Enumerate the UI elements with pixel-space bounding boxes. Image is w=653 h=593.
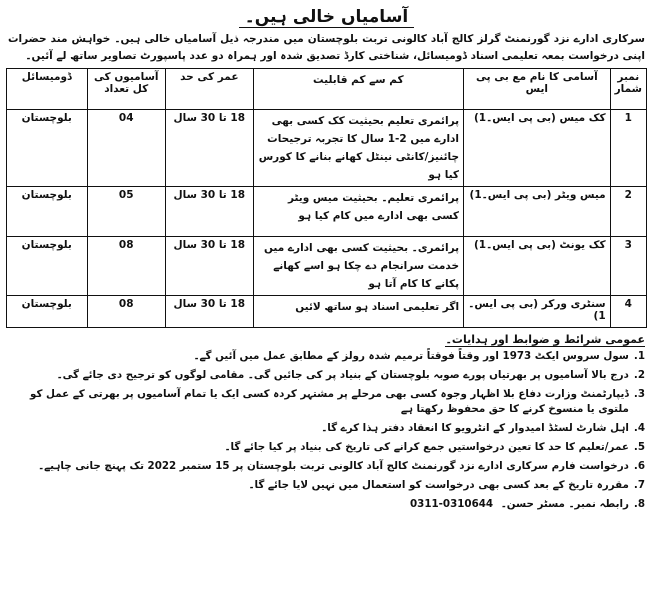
rules-list xyxy=(6,349,647,512)
rules-heading: عمومی شرائط و ضوابط اور ہدایات۔ xyxy=(445,333,645,346)
cell-count: 08 xyxy=(87,237,165,296)
table-row xyxy=(7,237,647,296)
vacancy-table xyxy=(6,68,647,328)
table-row xyxy=(7,110,647,187)
cell-post: سنٹری ورکر (بی پی ایس۔1) xyxy=(464,296,611,328)
cell-domicile: بلوچستان xyxy=(7,110,88,187)
list-item xyxy=(6,440,645,455)
cell-domicile: بلوچستان xyxy=(7,187,88,237)
rule-text: سول سروس ایکٹ 1973 اور وقتاً فوقتاً ترمیم شدہ رولز کے مطابق عمل میں آئیں گے۔ xyxy=(193,350,629,362)
cell-qualification: اگر تعلیمی اسناد ہو ساتھ لائیں xyxy=(253,296,463,328)
list-item xyxy=(6,478,645,493)
header-post: آسامی کا نام مع بی پی ایس xyxy=(464,69,611,110)
table-header-row xyxy=(7,69,647,110)
rule-text: درج بالا آسامیوں پر بھرتیاں پورے صوبہ بلوچستان کے بنیاد پر کی جائیں گی۔ مقامی لوگوں کو ترجیح دی جائے گی۔ xyxy=(56,369,629,381)
intro-paragraph: سرکاری ادارے نزد گورنمنٹ گرلز کالج آباد کالونی تربت بلوچستان میں مندرجہ ذیل آسامیاں خالی ہیں۔ خواہش مند حضرات اپنی درخواست بمعہ تعلیمی اسناد ڈومیسائل، شناختی کارڈ تصدیق شدہ اور ہمراہ دو عدد پاسپورٹ تصاویر ساتھ لے آئیں۔ xyxy=(8,33,645,62)
cell-qualification: پرائمری تعلیم۔ بحیثیت میس ویٹر کسی بھی ادارے میں کام کیا ہو xyxy=(253,187,463,237)
rule-number: 1. xyxy=(633,350,645,362)
rule-text: ڈیپارٹمنٹ وزارت دفاع بلا اظہار وجوہ کسی بھی مرحلے پر مشتہر کردہ کسی ایک یا تمام آسامیوں پر بھرتی کے عمل کو ملتوی یا منسوخ کرنے کا حق محفوظ رکھتا ہے xyxy=(30,388,629,415)
cell-post: کک یونٹ (بی پی ایس۔1) xyxy=(464,237,611,296)
rule-number: 2. xyxy=(633,369,645,381)
list-item xyxy=(6,387,645,417)
cell-age: 18 تا 30 سال xyxy=(165,296,253,328)
rule-number: 3. xyxy=(633,388,645,400)
cell-post: کک میس (بی پی ایس۔1) xyxy=(464,110,611,187)
cell-qualification: پرائمری تعلیم بحیثیت کک کسی بھی ادارے میں 2-1 سال کا تجربہ ترجیحات چائنیز/کانٹی نینٹل کھانے بنانے کا کورس کیا ہو xyxy=(253,110,463,187)
rule-number: 5. xyxy=(633,441,645,453)
cell-serial: 1 xyxy=(610,110,646,187)
table-row xyxy=(7,296,647,328)
cell-serial: 4 xyxy=(610,296,646,328)
cell-serial: 2 xyxy=(610,187,646,237)
rule-text: مقررہ تاریخ کے بعد کسی بھی درخواست کو استعمال میں نہیں لایا جائے گا۔ xyxy=(248,479,629,491)
cell-age: 18 تا 30 سال xyxy=(165,187,253,237)
cell-count: 05 xyxy=(87,187,165,237)
list-item xyxy=(6,349,645,364)
list-item xyxy=(6,497,645,512)
cell-serial: 3 xyxy=(610,237,646,296)
list-item xyxy=(6,368,645,383)
rule-text: درخواست فارم سرکاری ادارے نزد گورنمنٹ کالج آباد کالونی تربت بلوچستان پر 15 ستمبر 2022 تک پہنچ جانی چاہیے۔ xyxy=(38,460,629,472)
header-count: آسامیوں کی کل تعداد xyxy=(87,69,165,110)
cell-domicile: بلوچستان xyxy=(7,296,88,328)
rule-number: 7. xyxy=(633,479,645,491)
rule-number: 6. xyxy=(633,460,645,472)
contact-phone: 0311-0310644 xyxy=(410,498,494,510)
header-domicile: ڈومیسائل xyxy=(7,69,88,110)
page-title: آسامیاں خالی ہیں۔ xyxy=(6,6,647,27)
cell-count: 04 xyxy=(87,110,165,187)
rule-number: 8. xyxy=(633,498,645,510)
cell-age: 18 تا 30 سال xyxy=(165,110,253,187)
rule-text: عمر/تعلیم کا حد کا تعین درخواستیں جمع کرانے کی تاریخ کی بنیاد پر کیا جائے گا۔ xyxy=(224,441,629,453)
list-item xyxy=(6,459,645,474)
rule-number: 4. xyxy=(633,422,645,434)
header-age: عمر کی حد xyxy=(165,69,253,110)
rule-text: رابطہ نمبر۔ مسٹر حسن۔ xyxy=(500,498,629,510)
cell-post: میس ویٹر (بی پی ایس۔1) xyxy=(464,187,611,237)
list-item xyxy=(6,421,645,436)
rule-text: اہل شارٹ لسٹڈ امیدوار کے انٹرویو کا انعقاد دفتر ہذا کرے گا۔ xyxy=(321,422,629,434)
cell-age: 18 تا 30 سال xyxy=(165,237,253,296)
cell-count: 08 xyxy=(87,296,165,328)
header-serial: نمبر شمار xyxy=(610,69,646,110)
cell-qualification: پرائمری۔ بحیثیت کسی بھی ادارے میں خدمت سرانجام دے چکا ہو اسے کھانے پکانے کا کام آتا ہو xyxy=(253,237,463,296)
header-qualification: کم سے کم قابلیت xyxy=(253,69,463,110)
table-row xyxy=(7,187,647,237)
cell-domicile: بلوچستان xyxy=(7,237,88,296)
